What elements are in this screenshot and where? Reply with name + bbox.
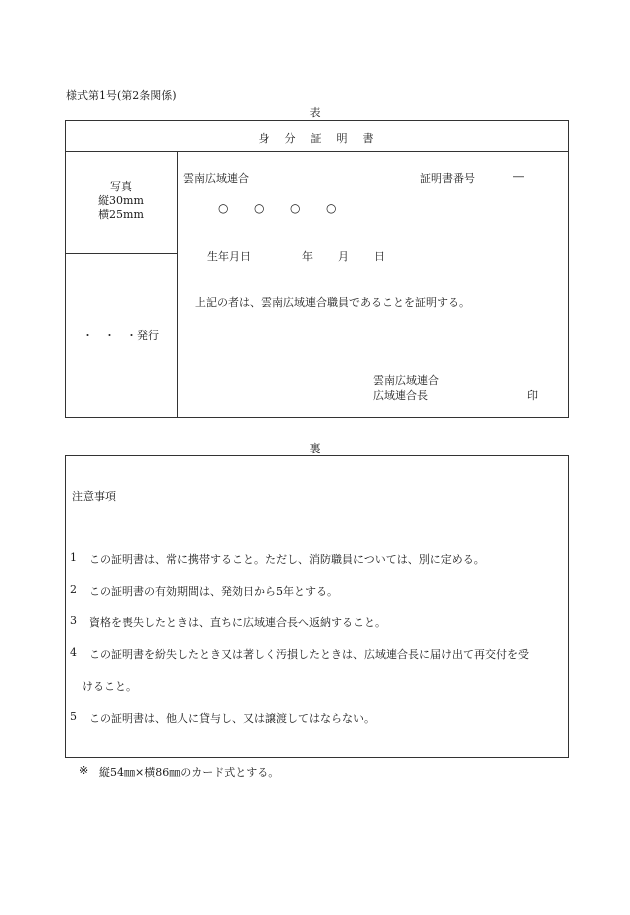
note-item: 資格を喪失したときは、直ちに広域連合長へ返納すること。	[89, 616, 386, 629]
cert-number-value: ―	[513, 170, 524, 183]
certificate-title: 身 分 証 明 書	[258, 132, 376, 145]
issuer-title: 広域連合長	[373, 389, 428, 402]
form-label: 様式第1号(第2条関係)	[66, 89, 177, 102]
footnote-mark: ※	[79, 764, 89, 777]
note-item: この証明書は、常に携帯すること。ただし、消防職員については、別に定める。	[89, 553, 485, 566]
photo-label: 写真	[110, 180, 132, 193]
dob-day: 日	[374, 250, 385, 263]
cert-number-label: 証明書番号	[420, 172, 475, 185]
name-circle: ○	[290, 201, 301, 215]
note-item: この証明書の有効期間は、発効日から5年とする。	[89, 585, 338, 598]
note-number: 4	[70, 646, 77, 659]
issuer-org: 雲南広域連合	[373, 374, 439, 387]
photo-width: 横25mm	[98, 208, 144, 221]
note-item-continued: けること。	[82, 680, 137, 693]
name-placeholder	[218, 201, 362, 215]
column-divider	[177, 151, 178, 418]
dob-label: 生年月日	[207, 250, 251, 263]
note-number: 2	[70, 583, 77, 596]
photo-area	[65, 180, 177, 222]
certification-statement: 上記の者は、雲南広域連合職員であることを証明する。	[195, 296, 470, 309]
seal-mark: 印	[527, 389, 538, 402]
note-item: この証明書を紛失したとき又は著しく汚損したときは、広域連合長に届け出て再交付を受	[89, 648, 529, 661]
name-circle: ○	[326, 201, 337, 215]
dob-month: 月	[338, 250, 349, 263]
front-card	[65, 120, 569, 418]
name-circle: ○	[254, 201, 265, 215]
footnote-text: 縦54㎜×横86㎜のカード式とする。	[99, 766, 280, 779]
org-name: 雲南広域連合	[183, 172, 249, 185]
title-divider	[65, 151, 569, 152]
note-number: 1	[70, 551, 77, 564]
note-number: 3	[70, 614, 77, 627]
notes-heading: 注意事項	[72, 490, 116, 503]
note-item: この証明書は、他人に貸与し、又は譲渡してはならない。	[89, 712, 375, 725]
photo-divider	[65, 253, 177, 254]
photo-height: 縦30mm	[98, 194, 144, 207]
name-circle: ○	[218, 201, 229, 215]
front-side-label: 表	[309, 106, 321, 119]
dob-year: 年	[302, 250, 313, 263]
back-side-label: 裏	[309, 442, 321, 455]
note-number: 5	[70, 710, 77, 723]
issue-date: ・ ・ ・発行	[82, 329, 159, 342]
